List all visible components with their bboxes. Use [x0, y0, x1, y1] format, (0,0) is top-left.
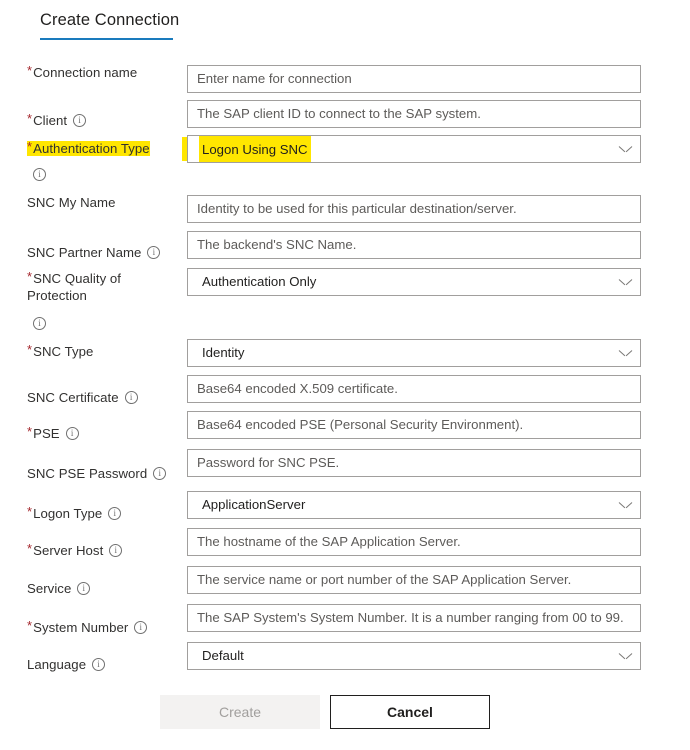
form-actions: [0, 695, 690, 731]
dropdown-selected-value: Default: [202, 648, 244, 663]
info-circle-icon[interactable]: [134, 621, 147, 634]
dropdown-selected-value: Logon Using SNC: [199, 136, 311, 163]
field-label-text: *SNC Type: [27, 342, 94, 359]
page-title: Create Connection: [40, 11, 180, 29]
required-asterisk: *: [27, 504, 33, 519]
text-field[interactable]: [187, 566, 641, 594]
text-field[interactable]: [187, 411, 641, 439]
required-asterisk: *: [27, 618, 33, 633]
info-circle-icon[interactable]: [147, 246, 160, 259]
field-label-text: *Logon Type: [27, 504, 103, 521]
text-field-placeholder: Base64 encoded X.509 certificate.: [197, 381, 398, 396]
field-label-text: SNC Partner Name: [27, 245, 142, 260]
field-label-text: *Server Host: [27, 541, 104, 558]
dropdown-selected-value: ApplicationServer: [202, 497, 306, 512]
dropdown-field[interactable]: [187, 491, 641, 519]
required-asterisk: *: [27, 269, 33, 284]
field-label: [27, 619, 179, 636]
info-circle-icon[interactable]: [125, 391, 138, 404]
page-title-wrap: [40, 8, 179, 32]
field-label: [27, 244, 179, 261]
field-label: [27, 112, 179, 129]
cancel-button[interactable]: Cancel: [330, 695, 490, 729]
field-label: [27, 140, 179, 157]
text-field[interactable]: [187, 195, 641, 223]
text-field-placeholder: The service name or port number of the SAP Application Server.: [197, 572, 572, 587]
dropdown-selected-value: Authentication Only: [202, 274, 317, 289]
field-label: [27, 542, 179, 559]
field-label: [27, 343, 179, 360]
chevron-down-icon[interactable]: [620, 652, 631, 663]
text-field-placeholder: Identity to be used for this particular destination/server.: [197, 201, 517, 216]
text-field[interactable]: [187, 375, 641, 403]
info-circle-icon[interactable]: [33, 317, 46, 330]
create-button[interactable]: Create: [160, 695, 320, 729]
info-circle-icon[interactable]: [153, 467, 166, 480]
required-asterisk: *: [27, 541, 33, 556]
field-label-text: SNC PSE Password: [27, 466, 148, 481]
text-field-placeholder: Enter name for connection: [197, 71, 352, 86]
field-label: [27, 465, 179, 482]
field-label: [27, 194, 179, 211]
info-circle-icon[interactable]: [109, 544, 122, 557]
dropdown-field[interactable]: [187, 268, 641, 296]
required-asterisk: *: [27, 424, 33, 439]
field-label: [27, 505, 179, 522]
field-label-text: SNC Certificate: [27, 390, 119, 405]
field-label: [27, 389, 179, 406]
required-asterisk: *: [27, 139, 33, 154]
field-label: [27, 425, 179, 442]
field-label-text: *Connection name: [27, 63, 138, 80]
info-circle-icon[interactable]: [77, 582, 90, 595]
dropdown-field[interactable]: [187, 339, 641, 367]
info-circle-icon[interactable]: [108, 507, 121, 520]
text-field-placeholder: The SAP client ID to connect to the SAP system.: [197, 106, 481, 121]
info-circle-icon[interactable]: [92, 658, 105, 671]
info-circle-icon[interactable]: [73, 114, 86, 127]
required-asterisk: *: [27, 111, 33, 126]
required-asterisk: *: [27, 63, 33, 78]
text-field-placeholder: The hostname of the SAP Application Server.: [197, 534, 461, 549]
text-field[interactable]: [187, 65, 641, 93]
field-label-text: *SNC Quality of Protection: [27, 269, 122, 303]
field-label-text: *Client: [27, 111, 68, 128]
title-underline: [40, 38, 173, 40]
info-circle-icon[interactable]: [66, 427, 79, 440]
text-field-placeholder: The SAP System's System Number. It is a number ranging from 00 to 99.: [197, 610, 624, 625]
field-label: [27, 656, 179, 673]
text-field-placeholder: The backend's SNC Name.: [197, 237, 357, 252]
dropdown-selected-value: Identity: [202, 345, 245, 360]
chevron-down-icon[interactable]: [620, 145, 631, 156]
text-field[interactable]: [187, 449, 641, 477]
field-label-text: *Authentication Type: [27, 139, 150, 156]
field-label: [27, 270, 147, 304]
chevron-down-icon[interactable]: [620, 278, 631, 289]
field-label: [27, 580, 179, 597]
dropdown-field[interactable]: [187, 642, 641, 670]
text-field[interactable]: [187, 604, 641, 632]
text-field[interactable]: [187, 231, 641, 259]
info-circle-icon[interactable]: [33, 168, 46, 181]
text-field[interactable]: [187, 100, 641, 128]
field-label-text: Language: [27, 657, 87, 672]
text-field-placeholder: Base64 encoded PSE (Personal Security Environment).: [197, 417, 524, 432]
field-label-text: *PSE: [27, 424, 60, 441]
dropdown-field[interactable]: [187, 135, 641, 163]
field-label-text: *System Number: [27, 618, 129, 635]
text-field[interactable]: [187, 528, 641, 556]
field-label: [27, 64, 179, 81]
chevron-down-icon[interactable]: [620, 349, 631, 360]
required-asterisk: *: [27, 342, 33, 357]
text-field-placeholder: Password for SNC PSE.: [197, 455, 340, 470]
field-label-text: Service: [27, 581, 72, 596]
chevron-down-icon[interactable]: [620, 501, 631, 512]
field-label-text: SNC My Name: [27, 195, 116, 210]
